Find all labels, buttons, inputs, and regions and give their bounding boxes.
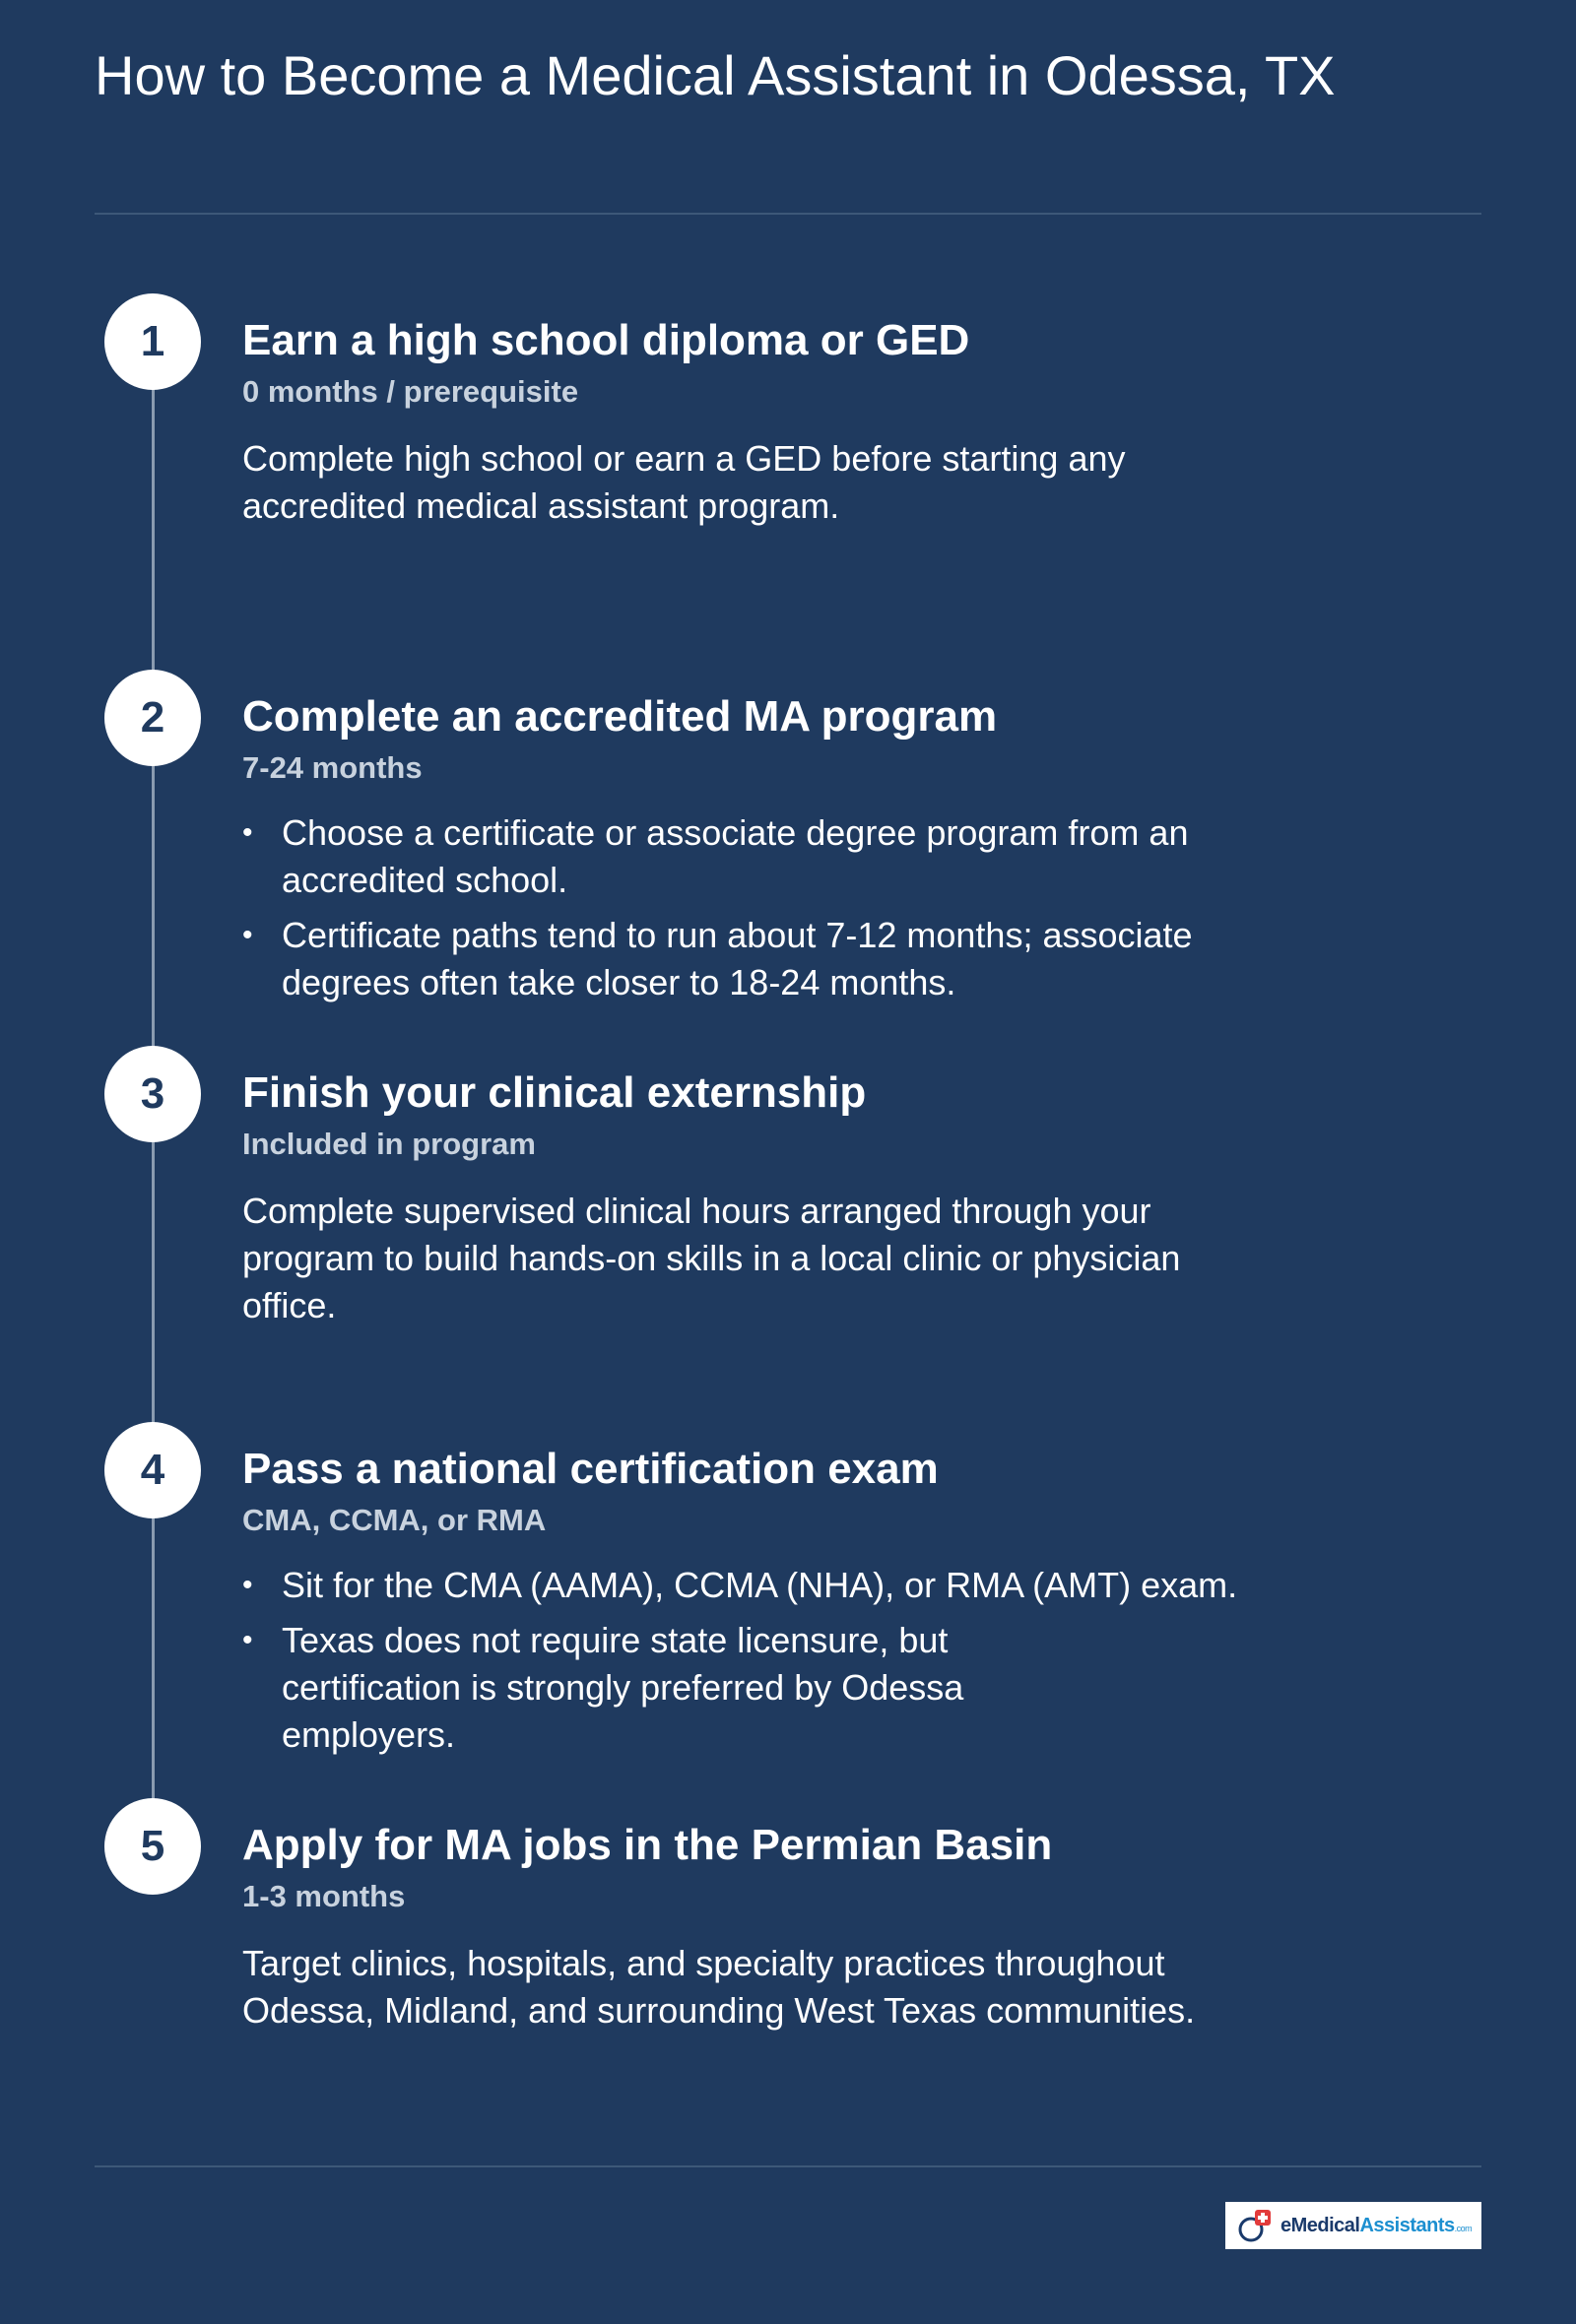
page-title: How to Become a Medical Assistant in Odessa, TX	[95, 44, 1336, 106]
step-description: Complete high school or earn a GED before starting any accredited medical assistant program.	[242, 438, 1126, 526]
step-bullet-list	[242, 1562, 1385, 1759]
step-content	[242, 1442, 1385, 1767]
step-title: Finish your clinical externship	[242, 1068, 867, 1117]
step-title: Pass a national certification exam	[242, 1445, 939, 1493]
step-title: Complete an accredited MA program	[242, 692, 998, 741]
step-duration: 7-24 months	[242, 750, 423, 785]
step-content	[242, 689, 1385, 1014]
list-item: • Texas does not require state licensure, but certification is strongly preferred by Odessa employers.	[242, 1617, 1030, 1759]
top-divider	[95, 213, 1481, 215]
logo-text-part1: eMedical	[1280, 2214, 1360, 2236]
medical-cross-logo-icon	[1235, 2206, 1275, 2245]
step-bullet-list	[242, 809, 1385, 1006]
step-duration: Included in program	[242, 1127, 536, 1161]
step-number-circle: 4	[104, 1422, 201, 1518]
step-duration: 1-3 months	[242, 1879, 406, 1913]
logo-text-suffix: .com	[1454, 2223, 1473, 2233]
step-title: Apply for MA jobs in the Permian Basin	[242, 1821, 1053, 1869]
step-number-circle: 3	[104, 1046, 201, 1142]
bottom-divider	[95, 2165, 1481, 2167]
step-content	[242, 1065, 1385, 1329]
list-item: • Sit for the CMA (AAMA), CCMA (NHA), or RMA (AMT) exam.	[242, 1562, 1306, 1609]
step-title: Earn a high school diploma or GED	[242, 316, 970, 364]
step-description: Target clinics, hospitals, and specialty practices throughout Odessa, Midland, and surrounding West Texas communities.	[242, 1943, 1196, 2031]
step-number-circle: 1	[104, 293, 201, 390]
step-content	[242, 1818, 1385, 2034]
step-number-circle: 5	[104, 1798, 201, 1895]
step-duration: CMA, CCMA, or RMA	[242, 1503, 547, 1537]
step-duration: 0 months / prerequisite	[242, 374, 579, 409]
step-content	[242, 313, 1385, 530]
list-item: • Certificate paths tend to run about 7-12 months; associate degrees often take closer to 18-24 months.	[242, 912, 1208, 1006]
brand-logo[interactable]	[1225, 2202, 1481, 2249]
list-item: • Choose a certificate or associate degree program from an accredited school.	[242, 809, 1208, 904]
logo-text-part2: Assistants	[1359, 2214, 1455, 2236]
step-number-circle: 2	[104, 670, 201, 766]
step-description: Complete supervised clinical hours arranged through your program to build hands-on skills in a local clinic or physician office.	[242, 1191, 1181, 1325]
logo-text	[1280, 2215, 1472, 2237]
